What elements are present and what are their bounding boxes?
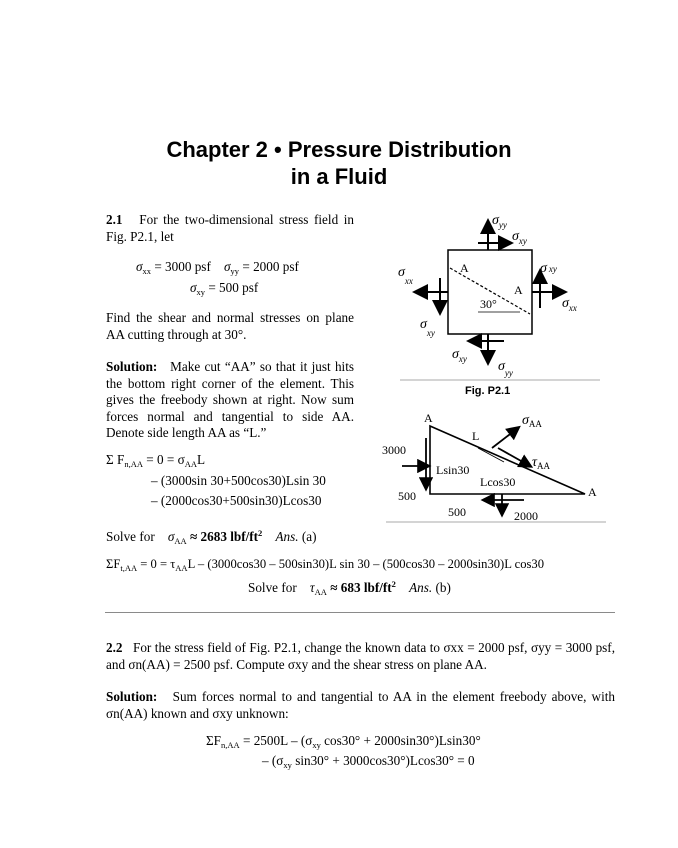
label-sigma-xy-top: $\sigma_{xy}$ bbox=[512, 229, 527, 246]
label-sigma-xx-right: $\sigma_{xx}$ bbox=[562, 296, 577, 313]
normal-force-equation: Σ $F_{n,AA} = 0 = \sigma_{AA}L$ bbox=[106, 452, 206, 469]
label-force-500-bottom: 500 bbox=[448, 505, 466, 519]
equation-2-2-line1: $\Sigma F_{n,AA} = 2500L - (\sigma_{xy}$ cos30° + 2000sin30°)Lsin30° bbox=[206, 733, 481, 750]
problem-2-2: 2.2 For the stress field of Fig. P2.1, change the known data to σxx = 2000 psf, σyy = 3000 psf, and σn(AA) = 2500 psf. Compute σxy and the shear stress on plane AA. bbox=[106, 640, 615, 672]
intro-text: For the two-dimensional stress field in Fig. P2.1, let bbox=[106, 212, 355, 244]
normal-force-equation-line3: – (2000cos30+500sin30)Lcos30 bbox=[151, 493, 322, 508]
task-text: Find the shear and normal stresses on plane AA cutting through at 30°. bbox=[106, 310, 354, 342]
figure-caption: Fig. P2.1 bbox=[465, 385, 511, 397]
label-sigma-aa: $\sigma_{AA}$ bbox=[522, 413, 542, 429]
problem-number: 2.1 bbox=[106, 212, 123, 227]
label-sigma-xy-right: σxy bbox=[540, 261, 557, 276]
given-stresses-line2: $\sigma_{xy} = 500$ psf bbox=[190, 280, 259, 297]
answer-a: Solve for $\sigma_{AA} \approx 2683$ lbf/$ft^2$ Ans. (a) bbox=[106, 528, 317, 546]
label-force-500-left: 500 bbox=[398, 489, 416, 503]
chapter-title-line2: in a Fluid bbox=[290, 164, 388, 189]
tangential-force-equation: $\Sigma F_{t,AA} = 0 = \tau_{AA}L - (3000\cos 30 - 500\sin 30)L$ sin 30 – (500cos30 – 2000sin30)L cos30 bbox=[106, 557, 545, 573]
label-sigma-xx-left: $\sigma_{xx}$ bbox=[398, 265, 413, 286]
label-point-a-upper: A bbox=[460, 261, 469, 275]
label-lcos30: Lcos30 bbox=[480, 475, 516, 489]
label-angle: 30° bbox=[480, 297, 497, 311]
label-sigma-yy-bottom: $\sigma_{yy}$ bbox=[498, 359, 513, 378]
label-point-a-right: A bbox=[588, 485, 597, 499]
freebody-diagram bbox=[380, 408, 610, 526]
normal-force-equation-line2: – (3000sin 30+500cos30)Lsin 30 bbox=[151, 473, 326, 488]
solution-2-1: Solution: Make cut “AA” so that it just hits the bottom right corner of the element. This gives the freebody shown at right. Now sum forces normal and tangential to side AA. Denote side length AA as “L.” bbox=[106, 359, 354, 440]
label-sigma-yy-top: $\sigma_{yy}$ bbox=[492, 213, 507, 230]
label-point-a-lower: A bbox=[514, 283, 523, 297]
label-tau-aa: $\tau_{AA}$ bbox=[532, 455, 551, 471]
label-lsin30: Lsin30 bbox=[436, 463, 470, 477]
label-force-2000: 2000 bbox=[514, 509, 538, 523]
label-point-a-top: A bbox=[424, 411, 433, 425]
equation-2-2-line2: – ($\sigma_{xy}$ sin30° + 3000cos30°)Lcos30° = 0 bbox=[262, 753, 475, 770]
chapter-title: Chapter 2 • Pressure Distribution bbox=[166, 137, 512, 162]
answer-b: Solve for $\tau_{AA} \approx 683$ lbf/$ft^2$ Ans. (b) bbox=[248, 579, 451, 597]
given-stresses-line1: $\sigma_{xx} = 3000$ psf $\sigma_{yy} = 2000$ psf bbox=[136, 259, 299, 276]
label-force-3000: 3000 bbox=[382, 443, 406, 457]
sigma-aa-arrow bbox=[492, 428, 518, 448]
label-side-l: L bbox=[472, 429, 480, 443]
stress-element-figure bbox=[380, 208, 610, 388]
solution-2-2: Solution: Sum forces normal to and tangential to AA in the element freebody above, with σn(AA) known and σxy unknown: bbox=[106, 689, 615, 721]
label-sigma-xy-bottom: $\sigma_{xy}$ bbox=[452, 347, 467, 364]
label-sigma-xy-left: $\sigma_{xy}$ bbox=[420, 317, 435, 338]
problem-2-1-intro bbox=[106, 212, 354, 245]
section-divider bbox=[105, 612, 615, 613]
